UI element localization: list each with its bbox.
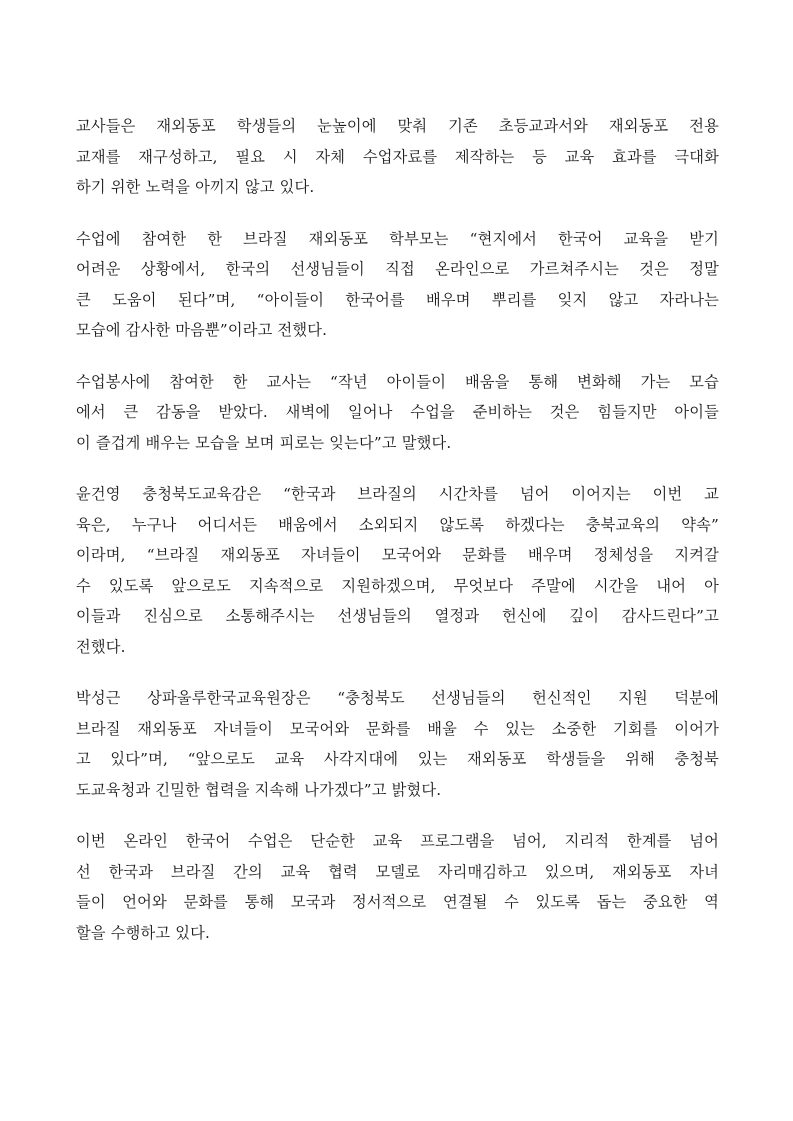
text-line: 박성근 상파울루한국교육원장은 “충청북도 선생님들의 헌신적인 지원 덕분에 [76, 689, 719, 707]
text-line: 들이 언어와 문화를 통해 모국과 정서적으로 연결될 수 있도록 돕는 중요한 역 [76, 893, 719, 911]
text-line: 윤건영 충청북도교육감은 “한국과 브라질의 시간차를 넘어 이어지는 이번 교 [76, 485, 719, 503]
text-line: 큰 도움이 된다”며, “아이들이 한국어를 배우며 뿌리를 잊지 않고 자라나는 [76, 290, 719, 309]
text-line: 도교육청과 긴밀한 협력을 지속해 나가겠다”고 밝혔다. [76, 780, 442, 799]
text-line: 모습에 감사한 마음뿐”이라고 전했다. [76, 321, 328, 339]
text-line: 이라며, “브라질 재외동포 자녀들이 모국어와 문화를 배우며 정체성을 지켜갈 [76, 546, 719, 564]
text-line: 고 있다”며, “앞으로도 교육 사각지대에 있는 재외동포 학생들을 위해 충청북 [76, 750, 719, 768]
text-line: 할을 수행하고 있다. [76, 923, 211, 942]
paragraph-superintendent-quote [76, 479, 719, 662]
paragraph-teacher-quote [76, 367, 719, 459]
text-line: 육은, 누구나 어디서든 배움에서 소외되지 않도록 하겠다는 충북교육의 약속” [76, 515, 719, 534]
text-line: 교사들은 재외동포 학생들의 눈높이에 맞춰 기존 초등교과서와 재외동포 전용 [76, 117, 719, 135]
text-line: 어려운 상황에서, 한국의 선생님들이 직접 온라인으로 가르쳐주시는 것은 정말 [76, 260, 719, 278]
paragraph-parent-quote [76, 224, 719, 346]
text-line: 수 있도록 앞으로도 지속적으로 지원하겠으며, 무엇보다 주말에 시간을 내어 아 [76, 576, 719, 595]
text-line: 이번 온라인 한국어 수업은 단순한 교육 프로그램을 넘어, 지리적 한계를 넘어 [76, 832, 719, 850]
text-line: 하기 위한 노력을 아끼지 않고 있다. [76, 178, 315, 196]
text-line: 브라질 재외동포 자녀들이 모국어와 문화를 배울 수 있는 소중한 기회를 이어가 [76, 719, 719, 738]
text-line: 이들과 진심으로 소통해주시는 선생님들의 열정과 헌신에 깊이 감사드린다”고 [76, 607, 719, 625]
text-line: 이 즐겁게 배우는 모습을 보며 피로는 잊는다”고 말했다. [76, 433, 452, 452]
text-line: 선 한국과 브라질 간의 교육 협력 모델로 자리매김하고 있으며, 재외동포 자녀 [76, 862, 719, 881]
paragraph-conclusion [76, 826, 719, 948]
paragraph-director-quote [76, 683, 719, 805]
text-line: 교재를 재구성하고, 필요 시 자체 수업자료를 제작하는 등 교육 효과를 극대화 [76, 147, 719, 166]
text-line: 전했다. [76, 637, 126, 656]
paragraph-teachers-effort [76, 111, 719, 203]
article-body [76, 111, 719, 969]
text-line: 수업에 참여한 한 브라질 재외동포 학부모는 “현지에서 한국어 교육을 받기 [76, 229, 719, 248]
text-line: 수업봉사에 참여한 한 교사는 “작년 아이들이 배움을 통해 변화해 가는 모습 [76, 372, 719, 391]
text-line: 에서 큰 감동을 받았다. 새벽에 일어나 수업을 준비하는 것은 힘들지만 아이들 [76, 403, 719, 421]
